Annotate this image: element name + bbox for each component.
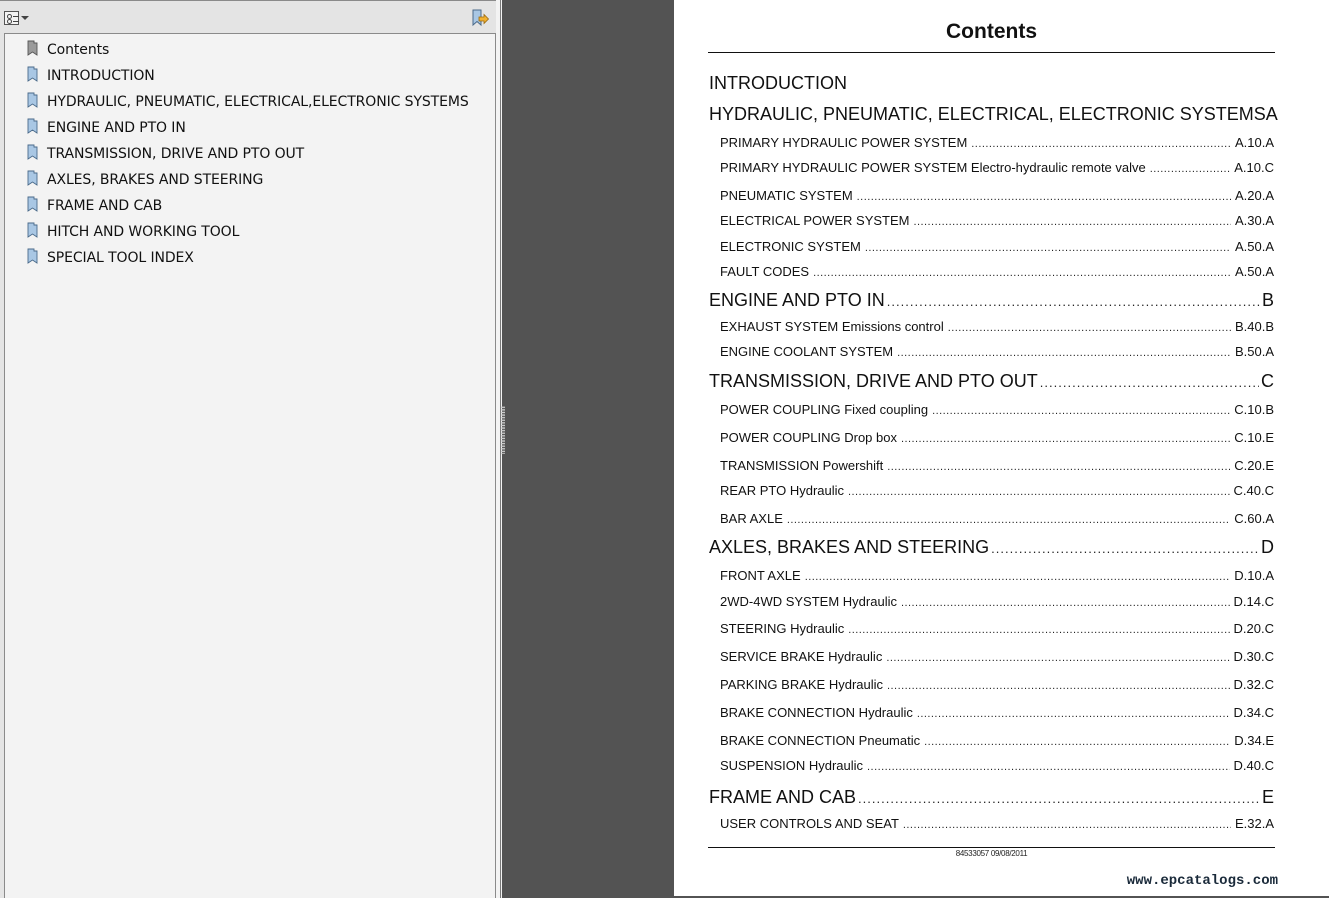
bookmark-gray-icon <box>27 40 39 57</box>
bookmark-axles-brakes[interactable] <box>27 169 263 191</box>
toc-entry[interactable]: POWER COUPLING Drop box . . . C.10.E <box>720 430 1274 445</box>
options-list-icon <box>4 11 19 25</box>
toc-entry[interactable]: FAULT CODES . . . A.50.A <box>720 264 1274 279</box>
bookmark-engine-pto-in[interactable] <box>27 117 186 139</box>
bookmark-icon <box>27 118 39 135</box>
chevron-down-icon <box>21 16 29 20</box>
bookmark-icon <box>27 248 39 265</box>
toc-entry[interactable]: SUSPENSION Hydraulic . . . D.40.C <box>720 758 1274 773</box>
bookmark-contents[interactable] <box>27 39 109 61</box>
bookmark-label: INTRODUCTION <box>47 68 155 84</box>
bookmark-hitch-tool[interactable] <box>27 221 239 243</box>
toc-entry[interactable]: 2WD-4WD SYSTEM Hydraulic . . . D.14.C <box>720 594 1274 609</box>
toc-entry[interactable]: REAR PTO Hydraulic . . . C.40.C <box>720 483 1274 498</box>
bookmark-label: HYDRAULIC, PNEUMATIC, ELECTRICAL,ELECTRONIC SYSTEMS <box>47 94 469 110</box>
toc-entry[interactable]: POWER COUPLING Fixed coupling . . . C.10.B <box>720 402 1274 417</box>
watermark-text: www.epcatalogs.com <box>1126 873 1278 889</box>
toc-entry[interactable]: PRIMARY HYDRAULIC POWER SYSTEM Electro-hydraulic remote valve . . . A.10.C <box>720 160 1274 175</box>
toc-section-e[interactable]: FRAME AND CAB . . . E <box>709 787 1274 808</box>
bookmark-label: FRAME AND CAB <box>47 198 163 214</box>
toc-entry[interactable]: SERVICE BRAKE Hydraulic . . . D.30.C <box>720 649 1274 664</box>
bookmark-label: AXLES, BRAKES AND STEERING <box>47 172 264 188</box>
title-rule <box>708 52 1275 53</box>
bookmark-icon <box>27 92 39 109</box>
bookmark-frame-cab[interactable] <box>27 195 162 217</box>
document-code: 84533057 09/08/2011 <box>955 849 1028 858</box>
bookmark-label: SPECIAL TOOL INDEX <box>47 250 194 266</box>
bookmark-icon <box>27 144 39 161</box>
bookmark-icon <box>27 170 39 187</box>
bookmark-special-tool-index[interactable] <box>27 247 194 269</box>
bookmark-arrow-icon <box>470 8 490 28</box>
toc-section-a[interactable]: HYDRAULIC, PNEUMATIC, ELECTRICAL, ELECTRONIC SYSTEMS A <box>709 104 1278 124</box>
toc-entry[interactable]: TRANSMISSION Powershift . . . C.20.E <box>720 458 1274 473</box>
toc-entry[interactable]: STEERING Hydraulic . . . D.20.C <box>720 621 1274 636</box>
bookmarks-panel <box>0 0 500 898</box>
bookmark-transmission[interactable] <box>27 143 304 165</box>
toc-entry[interactable]: ENGINE COOLANT SYSTEM . . . B.50.A <box>720 344 1274 359</box>
page-title: Contents <box>946 20 1037 43</box>
toc-section-d[interactable]: AXLES, BRAKES AND STEERING . . . D <box>709 537 1274 558</box>
toc-entry[interactable]: BRAKE CONNECTION Pneumatic . . . D.34.E <box>720 733 1274 748</box>
bookmarks-toolbar <box>0 1 500 33</box>
toc-entry[interactable]: ELECTRONIC SYSTEM . . . A.50.A <box>720 239 1274 254</box>
bookmark-label: TRANSMISSION, DRIVE AND PTO OUT <box>47 146 305 162</box>
bookmark-icon <box>27 66 39 83</box>
footer-rule <box>708 847 1275 848</box>
toc-entry[interactable]: FRONT AXLE . . . D.10.A <box>720 568 1274 583</box>
toc-entry[interactable]: USER CONTROLS AND SEAT . . . E.32.A <box>720 816 1274 831</box>
bookmarks-tree <box>4 33 496 898</box>
bookmark-icon <box>27 222 39 239</box>
bookmark-label: ENGINE AND PTO IN <box>47 120 186 136</box>
bookmark-introduction[interactable] <box>27 65 155 87</box>
bookmark-label: Contents <box>47 42 110 58</box>
bookmark-label: HITCH AND WORKING TOOL <box>47 224 240 240</box>
toc-entry[interactable]: PRIMARY HYDRAULIC POWER SYSTEM . . . A.10.A <box>720 135 1274 150</box>
toc-entry[interactable]: EXHAUST SYSTEM Emissions control . . . B.40.B <box>720 319 1274 334</box>
toc-section-c[interactable]: TRANSMISSION, DRIVE AND PTO OUT . . . C <box>709 371 1274 392</box>
toc-entry[interactable]: BAR AXLE . . . C.60.A <box>720 511 1274 526</box>
bookmark-hydraulic-systems[interactable] <box>27 91 469 113</box>
toc-entry[interactable]: BRAKE CONNECTION Hydraulic . . . D.34.C <box>720 705 1274 720</box>
bookmark-options-button[interactable] <box>4 10 30 26</box>
bookmark-icon <box>27 196 39 213</box>
expand-current-bookmark-button[interactable] <box>470 8 490 28</box>
toc-entry[interactable]: PARKING BRAKE Hydraulic . . . D.32.C <box>720 677 1274 692</box>
toc-entry[interactable]: PNEUMATIC SYSTEM . . . A.20.A <box>720 188 1274 203</box>
toc-section-b[interactable]: ENGINE AND PTO IN . . . B <box>709 290 1274 311</box>
toc-introduction[interactable]: INTRODUCTION <box>709 73 847 93</box>
pdf-page <box>674 0 1329 896</box>
document-view[interactable] <box>505 0 1329 898</box>
toc-entry[interactable]: ELECTRICAL POWER SYSTEM . . . A.30.A <box>720 213 1274 228</box>
